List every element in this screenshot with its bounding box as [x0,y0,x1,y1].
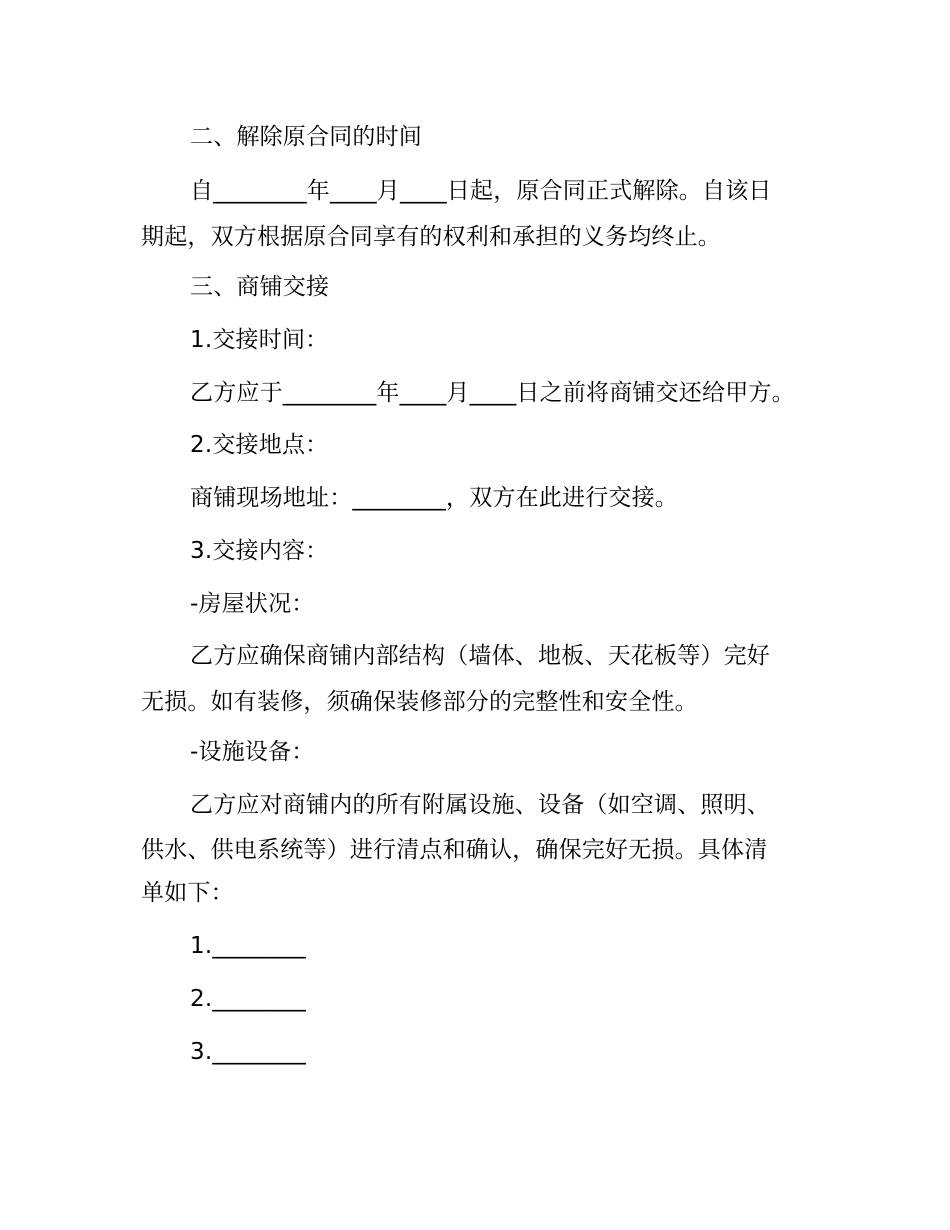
paragraph-line: 供水、供电系统等）进行清点和确认，确保完好无损。具体清 [141,837,768,863]
subheading-handover-location: 2.交接地点： [190,432,329,458]
paragraph-line: 乙方应于________年____月____日之前将商铺交还给甲方。 [190,380,795,406]
list-item: 2.________ [190,986,306,1012]
subheading-handover-time: 1.交接时间： [190,327,329,353]
section-heading-termination-time: 二、解除原合同的时间 [190,124,422,150]
paragraph-line: 商铺现场地址：________，双方在此进行交接。 [190,485,678,511]
paragraph-line: 乙方应确保商铺内部结构（墙体、地板、天花板等）完好 [190,643,770,669]
paragraph-line: 自________年____月____日起，原合同正式解除。自该日 [190,178,772,204]
section-heading-shop-handover: 三、商铺交接 [190,274,330,300]
list-heading-building-condition: -房屋状况： [190,591,315,617]
paragraph-line: 无损。如有装修，须确保装修部分的完整性和安全性。 [141,689,698,715]
list-item: 3.________ [190,1039,306,1065]
subheading-handover-content: 3.交接内容： [190,538,329,564]
paragraph-line: 单如下： [141,880,234,906]
paragraph-line: 乙方应对商铺内的所有附属设施、设备（如空调、照明、 [190,792,770,818]
list-item: 1.________ [190,933,306,959]
paragraph-line: 期起，双方根据原合同享有的权利和承担的义务均终止。 [141,224,721,250]
list-heading-facilities: -设施设备： [190,739,315,765]
